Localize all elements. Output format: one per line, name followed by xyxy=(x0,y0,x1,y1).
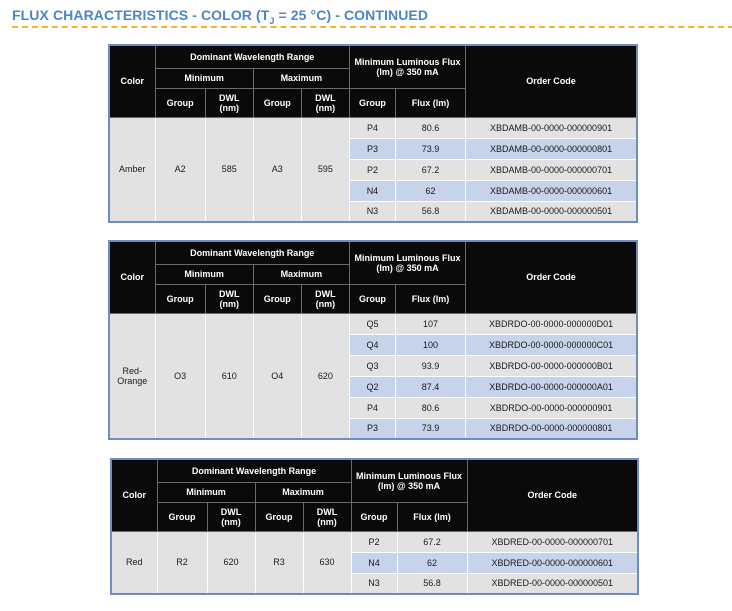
flux-value-cell: 73.9 xyxy=(395,418,465,439)
flux-group-cell: P4 xyxy=(349,397,395,418)
flux-group-header: Group xyxy=(349,284,395,313)
flux-value-cell: 87.4 xyxy=(395,376,465,397)
table-row xyxy=(109,313,637,334)
order-code-cell: XBDRDO-00-0000-000000801 xyxy=(466,418,637,439)
order-code-cell: XBDRED-00-0000-000000501 xyxy=(467,573,638,594)
min-dwl-header-line1: DWL xyxy=(218,288,240,299)
min-group-cell: R2 xyxy=(157,531,207,594)
max-dwl-header-line2: (nm) xyxy=(317,516,337,527)
order-code-cell: XBDAMB-00-0000-000000501 xyxy=(466,201,637,222)
max-group-cell: O4 xyxy=(253,313,301,439)
dominant-wavelength-header: Dominant Wavelength Range xyxy=(157,459,351,482)
flux-value-cell: 80.6 xyxy=(395,117,465,138)
min-dwl-header-line2: (nm) xyxy=(221,516,241,527)
flux-group-cell: Q3 xyxy=(349,355,395,376)
color-name: Amber xyxy=(119,164,146,175)
flux-value-cell: 80.6 xyxy=(395,397,465,418)
header-row-1 xyxy=(109,45,637,68)
minimum-header: Minimum xyxy=(155,264,253,284)
flux-group-cell: Q2 xyxy=(349,376,395,397)
min-group-header: Group xyxy=(157,502,207,531)
flux-table xyxy=(108,240,638,440)
min-dwl-header-line2: (nm) xyxy=(219,102,239,113)
max-group-header: Group xyxy=(253,88,301,117)
maximum-header: Maximum xyxy=(253,264,349,284)
title-prefix: FLUX CHARACTERISTICS - COLOR (T xyxy=(12,7,270,23)
min-luminous-flux-header xyxy=(351,459,467,502)
color-cell xyxy=(109,117,155,222)
dominant-wavelength-header: Dominant Wavelength Range xyxy=(155,241,349,264)
min-luminous-flux-header-line2: (lm) @ 350 mA xyxy=(376,262,439,273)
title-divider xyxy=(12,26,732,28)
max-dwl-cell: 595 xyxy=(301,117,349,222)
max-group-cell: A3 xyxy=(253,117,301,222)
flux-group-header: Group xyxy=(349,88,395,117)
min-group-header: Group xyxy=(155,88,205,117)
min-group-cell: A2 xyxy=(155,117,205,222)
order-code-cell: XBDRDO-00-0000-000000B01 xyxy=(466,355,637,376)
flux-group-cell: P2 xyxy=(351,531,397,552)
min-group-cell: O3 xyxy=(155,313,205,439)
flux-table xyxy=(110,458,639,595)
max-dwl-header xyxy=(301,284,349,313)
min-luminous-flux-header-line2: (lm) @ 350 mA xyxy=(377,480,441,491)
order-code-cell: XBDAMB-00-0000-000000801 xyxy=(466,138,637,159)
min-dwl-header xyxy=(205,284,253,313)
flux-value-cell: 93.9 xyxy=(395,355,465,376)
order-code-header: Order Code xyxy=(466,45,637,117)
max-dwl-header-line1: DWL xyxy=(316,506,338,517)
min-dwl-cell: 585 xyxy=(205,117,253,222)
order-code-cell: XBDAMB-00-0000-000000901 xyxy=(466,117,637,138)
flux-group-cell: N3 xyxy=(349,201,395,222)
minimum-header: Minimum xyxy=(155,68,253,88)
flux-value-cell: 62 xyxy=(395,180,465,201)
max-group-cell: R3 xyxy=(255,531,303,594)
max-dwl-header xyxy=(301,88,349,117)
max-group-header: Group xyxy=(253,284,301,313)
min-luminous-flux-header xyxy=(349,45,465,88)
max-dwl-header xyxy=(303,502,351,531)
dominant-wavelength-header: Dominant Wavelength Range xyxy=(155,45,349,68)
flux-group-cell: P3 xyxy=(349,138,395,159)
order-code-cell: XBDRDO-00-0000-000000901 xyxy=(466,397,637,418)
max-group-header: Group xyxy=(255,502,303,531)
color-header: Color xyxy=(109,45,155,117)
order-code-cell: XBDRED-00-0000-000000701 xyxy=(467,531,638,552)
order-code-cell: XBDRDO-00-0000-000000D01 xyxy=(466,313,637,334)
flux-table xyxy=(108,44,638,223)
flux-lm-header: Flux (lm) xyxy=(395,88,465,117)
min-dwl-header-line1: DWL xyxy=(220,506,242,517)
color-name: Red xyxy=(125,557,143,568)
color-header: Color xyxy=(109,241,155,313)
min-group-header: Group xyxy=(155,284,205,313)
order-code-header: Order Code xyxy=(467,459,638,531)
flux-value-cell: 56.8 xyxy=(397,573,467,594)
flux-group-cell: N4 xyxy=(351,552,397,573)
page-title xyxy=(12,7,428,26)
max-dwl-header-line1: DWL xyxy=(315,92,336,103)
flux-group-cell: P3 xyxy=(349,418,395,439)
flux-lm-header: Flux (lm) xyxy=(395,284,465,313)
min-luminous-flux-header-line1: Minimum Luminous Flux xyxy=(354,56,461,67)
flux-group-cell: Q5 xyxy=(349,313,395,334)
order-code-cell: XBDAMB-00-0000-000000601 xyxy=(466,180,637,201)
flux-value-cell: 67.2 xyxy=(395,159,465,180)
table-row xyxy=(109,117,637,138)
flux-group-cell: N4 xyxy=(349,180,395,201)
color-cell xyxy=(109,313,155,439)
title-subscript: J xyxy=(269,15,275,26)
order-code-cell: XBDRDO-00-0000-000000C01 xyxy=(466,334,637,355)
title-suffix: = 25 °C) - CONTINUED xyxy=(274,7,429,23)
order-code-header: Order Code xyxy=(466,241,637,313)
max-dwl-header-line2: (nm) xyxy=(315,102,336,113)
flux-group-cell: P4 xyxy=(349,117,395,138)
flux-group-cell: N3 xyxy=(351,573,397,594)
flux-value-cell: 62 xyxy=(397,552,467,573)
flux-value-cell: 100 xyxy=(395,334,465,355)
order-code-cell: XBDRDO-00-0000-000000A01 xyxy=(466,376,637,397)
color-cell xyxy=(111,531,157,594)
flux-value-cell: 67.2 xyxy=(397,531,467,552)
min-luminous-flux-header-line1: Minimum Luminous Flux xyxy=(356,470,462,481)
flux-group-cell: Q4 xyxy=(349,334,395,355)
max-dwl-header-line2: (nm) xyxy=(315,298,336,309)
flux-value-cell: 73.9 xyxy=(395,138,465,159)
header-row-1 xyxy=(111,459,638,482)
flux-value-cell: 56.8 xyxy=(395,201,465,222)
flux-group-header: Group xyxy=(351,502,397,531)
order-code-cell: XBDAMB-00-0000-000000701 xyxy=(466,159,637,180)
maximum-header: Maximum xyxy=(255,482,351,502)
color-header: Color xyxy=(111,459,157,531)
flux-group-cell: P2 xyxy=(349,159,395,180)
min-dwl-header xyxy=(205,88,253,117)
min-dwl-header xyxy=(207,502,255,531)
minimum-header: Minimum xyxy=(157,482,255,502)
max-dwl-header-line1: DWL xyxy=(315,288,336,299)
flux-lm-header: Flux (lm) xyxy=(397,502,467,531)
flux-value-cell: 107 xyxy=(395,313,465,334)
min-luminous-flux-header-line1: Minimum Luminous Flux xyxy=(354,252,461,263)
table-row xyxy=(111,531,638,552)
color-name: Red- xyxy=(122,365,143,376)
header-row-1 xyxy=(109,241,637,264)
maximum-header: Maximum xyxy=(253,68,349,88)
max-dwl-cell: 620 xyxy=(301,313,349,439)
min-luminous-flux-header xyxy=(349,241,465,284)
order-code-cell: XBDRED-00-0000-000000601 xyxy=(467,552,638,573)
min-dwl-header-line2: (nm) xyxy=(219,298,239,309)
min-dwl-cell: 620 xyxy=(207,531,255,594)
min-luminous-flux-header-line2: (lm) @ 350 mA xyxy=(376,66,439,77)
color-name: Orange xyxy=(117,375,148,386)
min-dwl-header-line1: DWL xyxy=(218,92,240,103)
min-dwl-cell: 610 xyxy=(205,313,253,439)
max-dwl-cell: 630 xyxy=(303,531,351,594)
